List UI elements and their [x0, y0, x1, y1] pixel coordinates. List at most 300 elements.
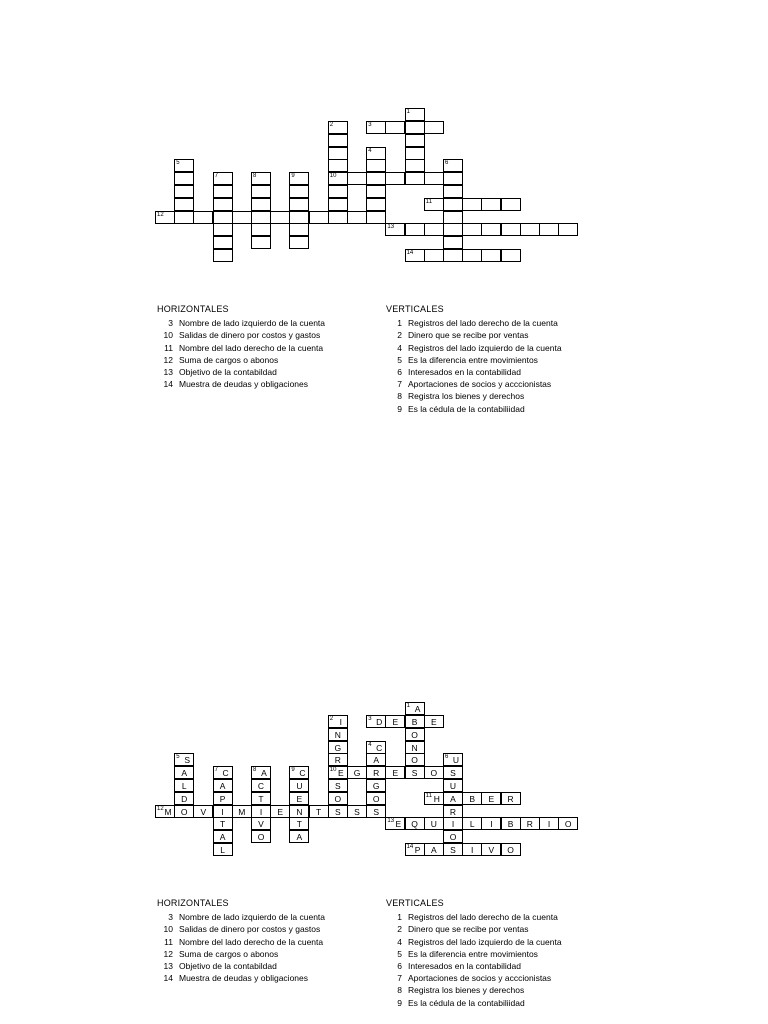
crossword-cell	[213, 792, 233, 805]
crossword-cell[interactable]	[443, 198, 463, 211]
cell-number: 12	[157, 211, 164, 218]
clue-text: Aportaciones de socios y acccionistas	[408, 973, 552, 984]
cell-letter: G	[353, 768, 361, 779]
crossword-cell	[520, 817, 540, 830]
cell-letter: D	[181, 793, 188, 804]
crossword-cell[interactable]	[443, 249, 463, 262]
crossword-cell[interactable]	[405, 134, 425, 147]
crossword-cell[interactable]	[251, 198, 271, 211]
crossword-cell[interactable]	[405, 159, 425, 172]
crossword-cell[interactable]	[462, 223, 482, 236]
crossword-cell	[251, 805, 271, 818]
clue-item	[386, 378, 562, 390]
clues-verticales-bottom	[386, 897, 562, 1009]
verticales-heading: VERTICALES	[386, 304, 444, 314]
clue-number: 12	[163, 354, 173, 365]
crossword-cell[interactable]	[289, 223, 309, 236]
crossword-cell[interactable]	[347, 172, 367, 185]
cell-letter: B	[507, 819, 514, 830]
crossword-cell[interactable]	[213, 236, 233, 249]
clue-number: 13	[163, 367, 173, 378]
crossword-cell	[424, 766, 444, 779]
crossword-cell[interactable]	[251, 236, 271, 249]
clue-item	[386, 317, 562, 329]
crossword-cell	[443, 792, 463, 805]
cell-letter: I	[259, 806, 263, 817]
clue-item	[386, 366, 562, 378]
crossword-cell	[328, 728, 348, 741]
clue-text: Registra los bienes y derechos	[408, 985, 525, 996]
crossword-cell	[213, 843, 233, 856]
cell-letter: G	[334, 742, 342, 753]
crossword-cell	[366, 715, 386, 728]
cell-letter: S	[334, 806, 341, 817]
crossword-cell	[405, 843, 425, 856]
clue-number: 2	[397, 330, 402, 341]
crossword-cell[interactable]	[289, 198, 309, 211]
crossword-cell	[213, 805, 233, 818]
crossword-cell	[328, 766, 348, 779]
clue-item	[157, 948, 325, 960]
crossword-cell[interactable]	[174, 211, 194, 224]
crossword-cell	[405, 817, 425, 830]
cell-letter: V	[488, 845, 495, 855]
crossword-cell[interactable]	[424, 249, 444, 262]
crossword-cell	[405, 753, 425, 766]
clue-text: Es la cédula de la contabiliidad	[408, 997, 525, 1008]
clue-number: 11	[164, 936, 173, 947]
crossword-cell	[155, 805, 175, 818]
crossword-cell[interactable]	[213, 249, 233, 262]
cell-letter: A	[430, 845, 437, 855]
clue-text: Interesados en la contabilidad	[408, 961, 521, 972]
crossword-cell[interactable]	[174, 185, 194, 198]
crossword-cell	[481, 817, 501, 830]
crossword-cell	[328, 753, 348, 766]
clue-text: Salidas de dinero por costos y gastos	[179, 330, 321, 341]
clue-number: 4	[397, 936, 402, 947]
cell-number: 10	[329, 173, 337, 180]
crossword-cell	[501, 792, 521, 805]
cell-number: 9	[291, 173, 295, 180]
cell-letter: A	[219, 832, 226, 843]
crossword-cell	[347, 766, 367, 779]
clue-item	[157, 354, 325, 366]
cell-letter: E	[488, 793, 495, 804]
cell-letter: S	[373, 806, 380, 817]
crossword-cell[interactable]	[328, 172, 348, 185]
cell-number: 7	[214, 767, 218, 774]
clue-item	[386, 354, 562, 366]
clue-number: 12	[163, 948, 173, 959]
cell-letter: R	[449, 806, 457, 817]
crossword-cell[interactable]	[213, 172, 233, 185]
cell-number: 14	[406, 844, 414, 850]
cell-letter: S	[184, 755, 191, 766]
clue-number: 7	[397, 973, 402, 984]
cell-letter: R	[507, 793, 514, 804]
crossword-cell[interactable]	[270, 211, 290, 224]
crossword-cell	[232, 805, 252, 818]
cell-number: 11	[425, 792, 433, 799]
cell-number: 6	[445, 754, 449, 761]
cell-letter: A	[414, 704, 421, 715]
crossword-cell	[405, 715, 425, 728]
crossword-cell[interactable]	[405, 223, 425, 236]
cell-letter: B	[411, 717, 418, 727]
clue-number: 1	[397, 912, 402, 923]
cell-letter: A	[219, 781, 226, 791]
crossword-cell	[251, 766, 271, 779]
cell-letter: O	[449, 832, 457, 843]
crossword-cell[interactable]	[443, 236, 463, 249]
crossword-cell	[174, 766, 194, 779]
clue-item	[157, 329, 325, 341]
cell-letter: V	[258, 819, 264, 830]
crossword-cell	[251, 830, 271, 843]
cell-letter: O	[411, 755, 418, 766]
crossword-cell	[539, 817, 559, 830]
clue-number: 10	[163, 924, 173, 935]
crossword-cell[interactable]	[424, 121, 444, 134]
cell-letter: E	[296, 793, 303, 804]
clue-text: Muestra de deudas y obligaciones	[179, 379, 308, 390]
cell-letter: S	[354, 806, 360, 817]
clue-text: Nombre del lado derecho de la cuenta	[179, 342, 324, 353]
cell-letter: E	[392, 717, 399, 727]
cell-letter: H	[433, 793, 440, 804]
crossword-cell[interactable]	[174, 172, 194, 185]
crossword-cell	[328, 805, 348, 818]
cell-letter: C	[376, 742, 383, 753]
crossword-cell[interactable]	[405, 147, 425, 160]
crossword-cell[interactable]	[443, 223, 463, 236]
crossword-cell	[424, 715, 444, 728]
clue-number: 10	[163, 330, 173, 341]
cell-number: 14	[406, 250, 414, 256]
crossword-cell[interactable]	[328, 198, 348, 211]
crossword-cell[interactable]	[405, 172, 425, 185]
cell-letter: I	[490, 819, 493, 830]
clue-number: 5	[397, 354, 402, 365]
crossword-cell	[289, 805, 309, 818]
cell-letter: E	[430, 717, 437, 727]
clue-number: 11	[164, 342, 173, 353]
crossword-cell	[424, 792, 444, 805]
clue-item	[157, 972, 325, 984]
cell-letter: O	[430, 768, 438, 779]
crossword-cell[interactable]	[174, 159, 194, 172]
crossword-cell[interactable]	[366, 198, 386, 211]
crossword-cell	[405, 728, 425, 741]
crossword-cell	[443, 817, 463, 830]
clue-text: Dinero que se recibe por ventas	[408, 924, 529, 935]
crossword-cell[interactable]	[289, 172, 309, 185]
clue-text: Registra los bienes y derechos	[408, 391, 525, 402]
cell-letter: P	[219, 793, 226, 804]
crossword-cell	[289, 830, 309, 843]
clue-text: Es la cédula de la contabiliidad	[408, 403, 525, 414]
crossword-cell[interactable]	[328, 147, 348, 160]
cell-letter: T	[219, 819, 226, 830]
crossword-cell[interactable]	[443, 211, 463, 224]
cell-letter: M	[238, 806, 246, 817]
clue-text: Interesados en la contabilidad	[408, 367, 521, 378]
crossword-cell[interactable]	[385, 121, 405, 134]
crossword-cell	[347, 805, 367, 818]
clue-text: Nombre del lado derecho de la cuenta	[179, 936, 324, 947]
crossword-cell[interactable]	[424, 198, 444, 211]
cell-letter: A	[261, 768, 267, 779]
crossword-cell[interactable]	[251, 172, 271, 185]
crossword-cell[interactable]	[193, 211, 213, 224]
crossword-cell	[270, 805, 290, 818]
cell-number: 8	[253, 767, 257, 774]
cell-letter: S	[411, 768, 418, 779]
crossword-cell[interactable]	[213, 185, 233, 198]
crossword-cell[interactable]	[462, 198, 482, 211]
cell-number: 5	[176, 754, 180, 761]
crossword-cell[interactable]	[501, 249, 521, 262]
cell-letter: O	[257, 832, 265, 843]
clue-item	[386, 403, 562, 415]
crossword-cell[interactable]	[309, 211, 329, 224]
cell-letter: N	[411, 742, 418, 753]
crossword-cell[interactable]	[385, 172, 405, 185]
cell-number: 1	[406, 109, 410, 116]
crossword-cell	[558, 817, 578, 830]
cell-letter: C	[299, 768, 306, 779]
crossword-cell[interactable]	[558, 223, 578, 236]
cell-letter: L	[469, 819, 475, 830]
crossword-cell[interactable]	[366, 211, 386, 224]
crossword-cell[interactable]	[328, 134, 348, 147]
crossword-cell[interactable]	[501, 223, 521, 236]
cell-number: 12	[157, 805, 164, 812]
cell-letter: I	[339, 717, 342, 727]
crossword-cell[interactable]	[251, 223, 271, 236]
cell-number: 2	[329, 716, 334, 722]
crossword-cell[interactable]	[501, 198, 521, 211]
clue-number: 6	[397, 367, 402, 378]
crossword-cell	[251, 779, 271, 792]
cell-letter: E	[392, 768, 399, 779]
crossword-cell	[174, 753, 194, 766]
crossword-cell	[501, 843, 521, 856]
crossword-cell[interactable]	[232, 211, 252, 224]
crossword-cell	[309, 805, 329, 818]
crossword-cell[interactable]	[289, 185, 309, 198]
clue-text: Es la diferencia entre movimientos	[408, 354, 538, 365]
crossword-cell	[328, 741, 348, 754]
cell-letter: M	[164, 806, 172, 817]
crossword-cell	[251, 792, 271, 805]
crossword-cell[interactable]	[174, 198, 194, 211]
cell-letter: A	[181, 768, 188, 779]
clue-text: Objetivo de la contabildad	[179, 367, 277, 378]
clues-verticales-top	[386, 303, 562, 415]
crossword-cell[interactable]	[443, 159, 463, 172]
clue-number: 6	[397, 961, 402, 972]
clue-item	[386, 984, 562, 996]
crossword-cell	[481, 792, 501, 805]
crossword-cell[interactable]	[481, 223, 501, 236]
horizontales-heading: HORIZONTALES	[157, 304, 229, 314]
crossword-cell	[405, 702, 425, 715]
clue-item	[386, 390, 562, 402]
cell-letter: L	[181, 781, 187, 791]
cell-number: 10	[329, 767, 337, 774]
cell-letter: N	[334, 729, 341, 740]
clues-horizontales-bottom	[157, 897, 325, 984]
crossword-cell[interactable]	[539, 223, 559, 236]
clue-text: Es la diferencia entre movimientos	[408, 948, 538, 959]
clue-item	[386, 997, 562, 1009]
cell-letter: E	[337, 768, 344, 779]
crossword-cell	[405, 766, 425, 779]
crossword-cell[interactable]	[424, 223, 444, 236]
clue-item	[386, 936, 562, 948]
cell-letter: N	[296, 806, 303, 817]
cell-letter: U	[449, 781, 457, 791]
crossword-cell[interactable]	[405, 108, 425, 121]
cell-letter: S	[334, 781, 341, 791]
crossword-cell	[385, 817, 405, 830]
crossword-cell[interactable]	[155, 211, 175, 224]
cell-number: 13	[387, 818, 395, 825]
crossword-cell[interactable]	[289, 211, 309, 224]
verticales-heading: VERTICALES	[386, 898, 444, 908]
cell-letter: Q	[411, 819, 418, 830]
crossword-cell	[385, 715, 405, 728]
cell-number: 8	[253, 173, 257, 180]
crossword-cell	[174, 792, 194, 805]
crossword-cell[interactable]	[366, 121, 386, 134]
clue-number: 2	[397, 924, 402, 935]
clue-text: Registros del lado izquierdo de la cuenta	[408, 342, 562, 353]
clue-number: 9	[397, 997, 402, 1008]
crossword-cell[interactable]	[481, 249, 501, 262]
crossword-cell[interactable]	[213, 223, 233, 236]
cell-number: 3	[368, 716, 372, 722]
crossword-cell	[443, 843, 463, 856]
clue-item	[157, 378, 325, 390]
clue-item	[157, 936, 325, 948]
crossword-cell[interactable]	[213, 198, 233, 211]
cell-number: 1	[406, 703, 410, 710]
cell-letter: T	[315, 806, 322, 817]
cell-number: 7	[214, 173, 218, 180]
crossword-cell[interactable]	[385, 223, 405, 236]
crossword-cell[interactable]	[328, 185, 348, 198]
clue-item	[157, 342, 325, 354]
cell-letter: L	[220, 845, 225, 855]
clue-number: 4	[397, 342, 402, 353]
crossword-cell[interactable]	[328, 211, 348, 224]
crossword-cell	[213, 817, 233, 830]
crossword-cell	[443, 805, 463, 818]
clue-number: 14	[163, 973, 173, 984]
cell-letter: C	[257, 781, 265, 791]
crossword-cell	[213, 766, 233, 779]
crossword-cell	[443, 830, 463, 843]
crossword-cell	[424, 843, 444, 856]
crossword-cell[interactable]	[366, 159, 386, 172]
crossword-cell[interactable]	[405, 249, 425, 262]
crossword-cell[interactable]	[251, 211, 271, 224]
crossword-cell	[501, 817, 521, 830]
crossword-cell[interactable]	[520, 223, 540, 236]
clue-item	[157, 317, 325, 329]
cell-letter: I	[451, 819, 455, 830]
crossword-cell	[405, 741, 425, 754]
crossword-cell[interactable]	[443, 172, 463, 185]
crossword-cell[interactable]	[443, 185, 463, 198]
clues-horizontales-top	[157, 303, 325, 390]
crossword-cell[interactable]	[289, 236, 309, 249]
crossword-cell[interactable]	[328, 159, 348, 172]
crossword-cell	[385, 766, 405, 779]
cell-letter: I	[221, 806, 224, 817]
crossword-cell[interactable]	[424, 172, 444, 185]
clue-number: 8	[397, 985, 402, 996]
cell-number: 2	[329, 122, 334, 128]
crossword-cell	[462, 843, 482, 856]
crossword-cell	[366, 792, 386, 805]
crossword-cell	[366, 779, 386, 792]
crossword-cell[interactable]	[481, 198, 501, 211]
clue-number: 3	[168, 318, 173, 329]
clue-item	[157, 366, 325, 378]
clue-item	[157, 960, 325, 972]
crossword-cell[interactable]	[251, 185, 271, 198]
cell-letter: O	[334, 793, 342, 804]
crossword-cell[interactable]	[462, 249, 482, 262]
clue-number: 3	[168, 912, 173, 923]
crossword-cell[interactable]	[366, 172, 386, 185]
crossword-cell[interactable]	[366, 185, 386, 198]
clue-text: Nombre de lado izquierdo de la cuenta	[179, 912, 326, 923]
cell-letter: G	[372, 781, 380, 791]
cell-letter: B	[469, 793, 476, 804]
cell-letter: I	[547, 819, 551, 830]
cell-letter: R	[526, 819, 533, 830]
crossword-cell[interactable]	[347, 211, 367, 224]
cell-letter: O	[507, 845, 514, 855]
cell-letter: U	[296, 781, 303, 791]
crossword-cell	[193, 805, 213, 818]
crossword-cell[interactable]	[405, 121, 425, 134]
crossword-cell	[366, 753, 386, 766]
clue-item	[386, 342, 562, 354]
crossword-cell[interactable]	[366, 147, 386, 160]
clue-number: 14	[163, 379, 173, 390]
cell-letter: A	[450, 793, 456, 804]
cell-letter: T	[258, 793, 264, 804]
crossword-cell	[328, 779, 348, 792]
crossword-cell[interactable]	[328, 121, 348, 134]
cell-letter: S	[450, 845, 456, 855]
cell-letter: E	[277, 806, 284, 817]
clue-number: 13	[163, 961, 173, 972]
crossword-cell	[328, 715, 348, 728]
crossword-cell	[481, 843, 501, 856]
crossword-cell	[213, 779, 233, 792]
crossword-cell[interactable]	[213, 211, 233, 224]
crossword-cell	[174, 779, 194, 792]
crossword-cell	[424, 817, 444, 830]
crossword-cell	[443, 766, 463, 779]
